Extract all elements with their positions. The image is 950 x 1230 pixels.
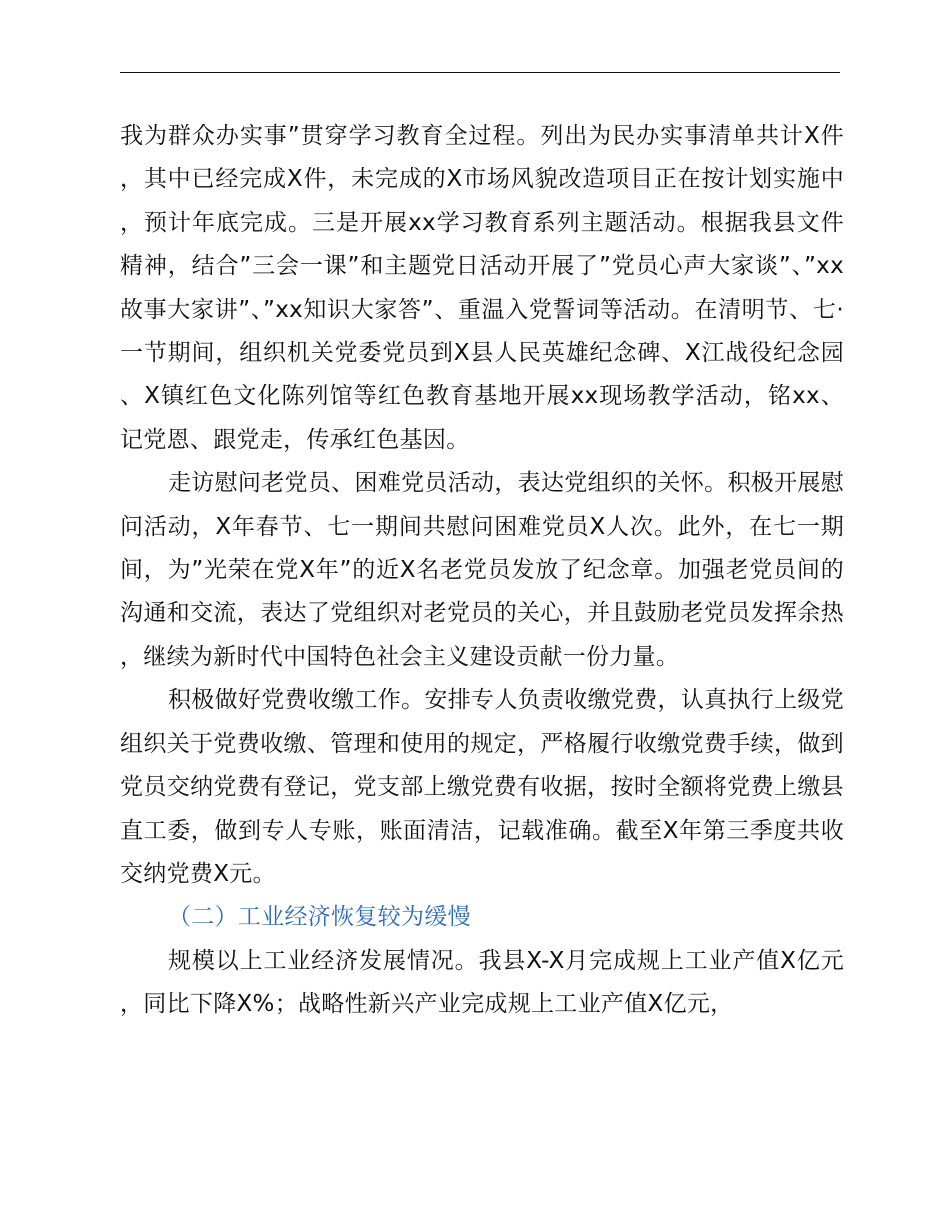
paragraph-industrial-economy: 规模以上工业经济发展情况。我县X-X月完成规上工业产值X亿元，同比下降X%；战略性新兴产业完成规上工业产值X亿元， — [120, 947, 844, 1018]
section-heading: （二）工业经济恢复较为缓慢 — [168, 904, 471, 931]
paragraph-continuation: 我为群众办实事”贯穿学习教育全过程。列出为民办实事清单共计X件，其中已经完成X件，未完成的X市场风貌改造项目正在按计划实施中，预计年底完成。三是开展xx学习教育系列主题活动。根据我县文件精神，结合”三会一课”和主题党日活动开展了”党员心声大家谈”、”xx故事大家讲”、”xx知识大家答”、重温入党誓词等活动。在清明节、七·一节期间，组织机关党委党员到X县人民英雄纪念碑、X江战役纪念园、X镇红色文化陈列馆等红色教育基地开展xx现场教学活动，铭xx、记党恩、跟党走，传承红色基因。 — [120, 123, 844, 453]
document-body — [120, 115, 844, 1027]
paragraph-visit-party-members: 走访慰问老党员、困难党员活动，表达党组织的关怀。积极开展慰问活动，X年春节、七一期间共慰问困难党员X人次。此外，在七一期间，为”光荣在党X年”的近X名老党员发放了纪念章。加强老党员间的沟通和交流，表达了党组织对老党员的关心，并且鼓励老党员发挥余热，继续为新时代中国特色社会主义建设贡献一份力量。 — [120, 470, 844, 670]
paragraph-party-dues: 积极做好党费收缴工作。安排专人负责收缴党费，认真执行上级党组织关于党费收缴、管理和使用的规定，严格履行收缴党费手续，做到党员交纳党费有登记，党支部上缴党费有收据，按时全额将党费上缴县直工委，做到专人专账，账面清洁，记载准确。截至X年第三季度共收交纳党费X元。 — [120, 687, 844, 887]
header-rule — [120, 72, 840, 73]
